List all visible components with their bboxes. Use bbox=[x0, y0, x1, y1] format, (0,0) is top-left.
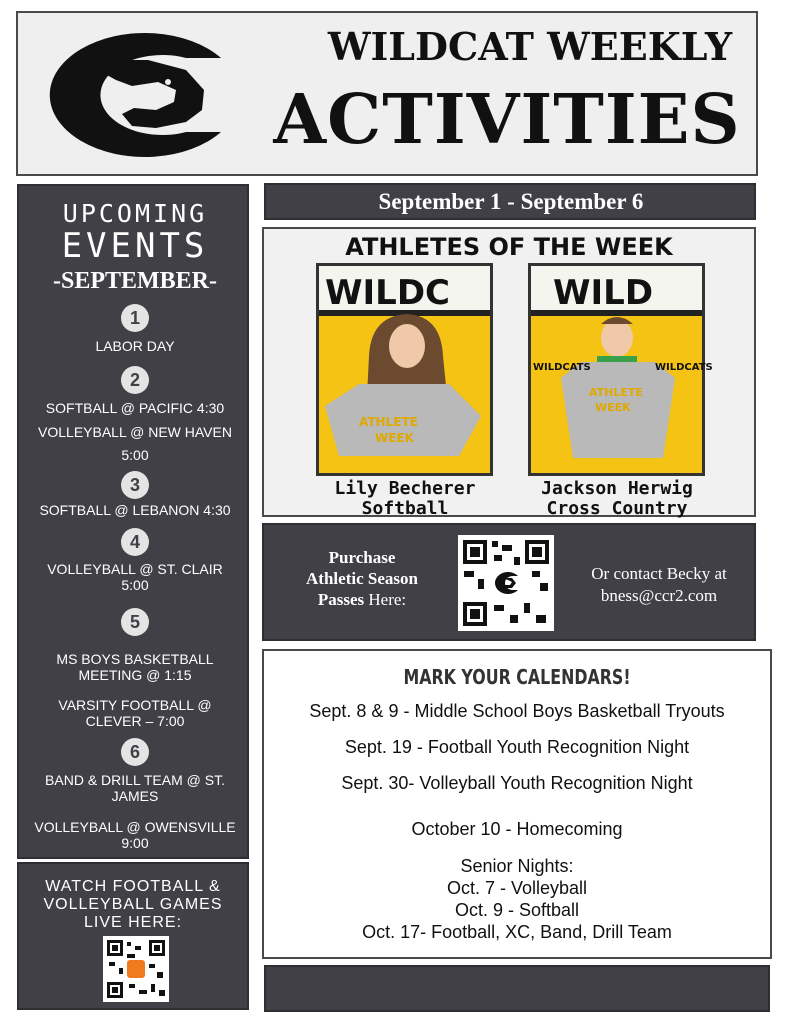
event-text: VOLLEYBALL @ NEW HAVEN bbox=[38, 424, 232, 440]
athlete-photo-image-icon bbox=[531, 266, 713, 473]
event-text: MS BOYS BASKETBALL bbox=[56, 651, 214, 667]
event-text: VOLLEYBALL @ ST. CLAIR bbox=[47, 561, 223, 577]
svg-text:WEEK: WEEK bbox=[375, 431, 414, 445]
contact-line: Or contact Becky at bbox=[591, 564, 727, 583]
upcoming-events-panel bbox=[17, 184, 249, 859]
heading-line1: UPCOMING bbox=[62, 199, 208, 228]
passes-line: Here: bbox=[364, 590, 407, 609]
event-text: CLEVER – 7:00 bbox=[85, 713, 185, 729]
heading-line2: EVENTS bbox=[61, 226, 209, 266]
watch-line: LIVE HERE: bbox=[83, 914, 183, 931]
athlete-sport: Cross Country bbox=[546, 498, 688, 519]
athlete-sport: Softball bbox=[361, 498, 449, 519]
passes-line: Purchase bbox=[328, 548, 396, 567]
watch-live-text bbox=[19, 878, 247, 932]
day-number-badge: 1 bbox=[121, 304, 149, 332]
athlete-name: Lily Becherer bbox=[334, 478, 476, 499]
senior-nights-title: Senior Nights: bbox=[460, 856, 574, 876]
senior-night-item: Oct. 7 - Volleyball bbox=[446, 878, 588, 898]
passes-text bbox=[282, 547, 442, 610]
svg-text:WILDC: WILDC bbox=[325, 273, 450, 313]
upcoming-events-heading bbox=[19, 200, 251, 264]
passes-qr-code-icon[interactable] bbox=[458, 535, 554, 631]
athlete-name: Jackson Herwig bbox=[541, 478, 693, 499]
wildcat-c-logo-icon bbox=[36, 30, 236, 160]
event-text: 5:00 bbox=[121, 447, 149, 463]
season-passes-panel bbox=[262, 523, 756, 641]
day-number-badge: 6 bbox=[121, 738, 149, 766]
event-text: LABOR DAY bbox=[95, 338, 175, 354]
day-number-badge: 5 bbox=[121, 608, 149, 636]
athletes-title: ATHLETES OF THE WEEK bbox=[345, 233, 673, 261]
event-text: 9:00 bbox=[121, 835, 149, 851]
wildcat-c-logo-icon bbox=[490, 567, 522, 599]
svg-text:ATHLETE: ATHLETE bbox=[589, 386, 643, 399]
senior-night-item: Oct. 9 - Softball bbox=[454, 900, 580, 920]
title-line1: WILDCAT WEEKLY bbox=[327, 24, 733, 69]
day-number-badge: 3 bbox=[121, 471, 149, 499]
event-text: VARSITY FOOTBALL @ bbox=[58, 697, 212, 713]
day-number-badge: 2 bbox=[121, 366, 149, 394]
watch-line: VOLLEYBALL GAMES bbox=[43, 896, 223, 913]
contact-text bbox=[570, 563, 748, 607]
title-line2: ACTIVITIES bbox=[273, 80, 741, 160]
bottom-bar bbox=[264, 965, 770, 1012]
svg-text:ATHLETE: ATHLETE bbox=[359, 415, 418, 429]
passes-line: Passes bbox=[317, 590, 365, 609]
event-text: JAMES bbox=[111, 788, 159, 804]
calendar-title: MARK YOUR CALENDARS! bbox=[403, 665, 631, 689]
calendar-item: Sept. 30- Volleyball Youth Recognition Night bbox=[341, 773, 693, 793]
senior-night-item: Oct. 17- Football, XC, Band, Drill Team bbox=[362, 922, 672, 942]
event-text: SOFTBALL @ PACIFIC 4:30 bbox=[45, 400, 225, 416]
calendar-item: Sept. 19 - Football Youth Recognition Night bbox=[344, 737, 690, 757]
passes-line: Athletic Season bbox=[306, 569, 418, 588]
mark-your-calendars-panel bbox=[262, 649, 772, 959]
athlete-photo-image-icon bbox=[319, 266, 490, 473]
calendar-item: Sept. 8 & 9 - Middle School Boys Basketball Tryouts bbox=[309, 701, 725, 721]
event-text: BAND & DRILL TEAM @ ST. bbox=[45, 772, 225, 788]
watch-live-qr-code-icon[interactable] bbox=[103, 936, 169, 1002]
svg-text:WILDCATS: WILDCATS bbox=[533, 362, 591, 373]
watch-line: WATCH FOOTBALL & bbox=[45, 878, 221, 895]
day-number-badge: 4 bbox=[121, 528, 149, 556]
athlete-photo bbox=[528, 263, 713, 476]
month-label: -SEPTEMBER- bbox=[52, 268, 217, 294]
svg-text:WILD: WILD bbox=[553, 273, 654, 313]
event-text: 5:00 bbox=[121, 577, 149, 593]
contact-email[interactable]: bness@ccr2.com bbox=[600, 586, 718, 605]
event-text: MEETING @ 1:15 bbox=[78, 667, 192, 683]
date-range-text: September 1 - September 6 bbox=[378, 189, 644, 214]
date-range-banner bbox=[264, 183, 756, 220]
watch-live-panel bbox=[17, 862, 249, 1010]
svg-text:WILDCATS: WILDCATS bbox=[655, 362, 713, 373]
event-text: VOLLEYBALL @ OWENSVILLE bbox=[34, 819, 236, 835]
athlete-photo bbox=[316, 263, 493, 476]
svg-text:WEEK: WEEK bbox=[595, 401, 631, 414]
athletes-of-the-week-panel bbox=[262, 227, 756, 517]
event-text: SOFTBALL @ LEBANON 4:30 bbox=[39, 502, 231, 518]
calendar-item: October 10 - Homecoming bbox=[411, 819, 623, 839]
